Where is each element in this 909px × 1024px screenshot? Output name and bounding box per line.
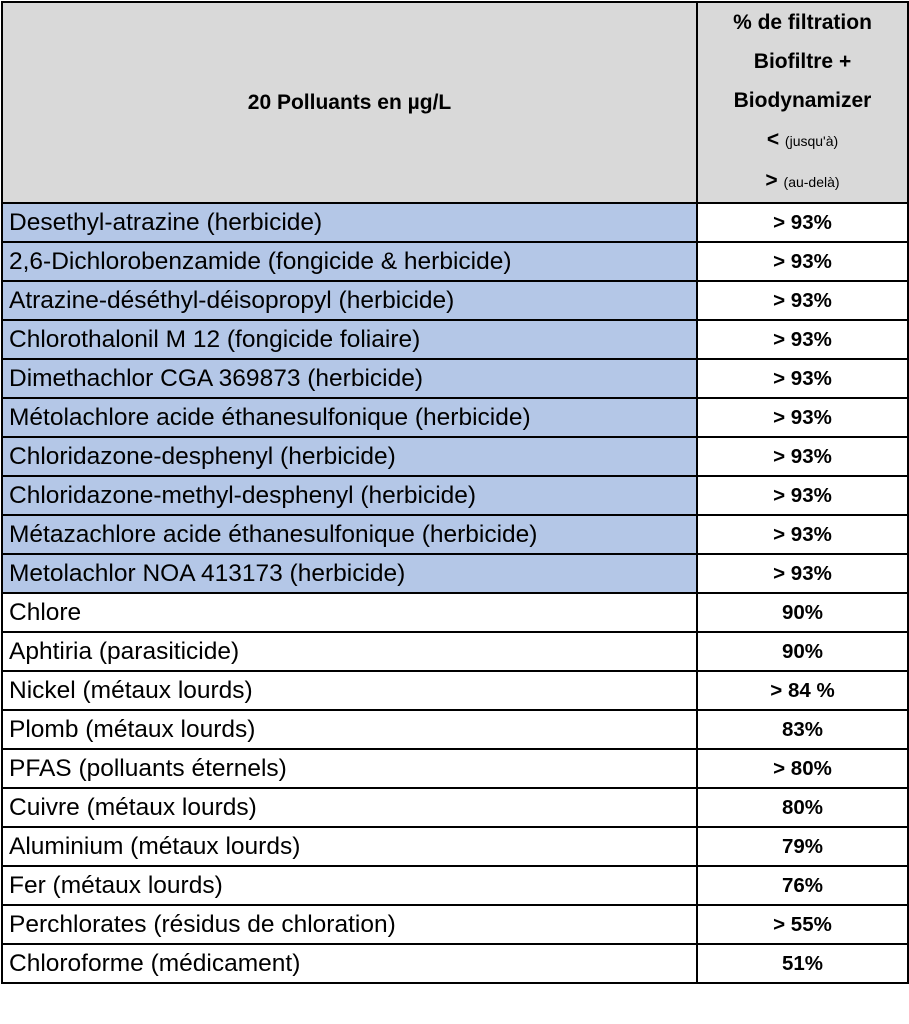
table-row — [2, 554, 908, 593]
filtration-value: > 93% — [697, 398, 908, 437]
filtration-value: > 93% — [697, 437, 908, 476]
table-row — [2, 827, 908, 866]
table-row — [2, 515, 908, 554]
table-row — [2, 281, 908, 320]
table-row — [2, 320, 908, 359]
table-row — [2, 749, 908, 788]
filtration-value: 76% — [697, 866, 908, 905]
table-row — [2, 242, 908, 281]
pollutant-name: Dimethachlor CGA 369873 (herbicide) — [2, 359, 697, 398]
gt-note: (au-delà) — [783, 174, 840, 190]
pollutant-name: Chlorothalonil M 12 (fongicide foliaire) — [2, 320, 697, 359]
table-row — [2, 905, 908, 944]
lt-note: (jusqu'à) — [784, 133, 839, 149]
table-row — [2, 476, 908, 515]
filtration-value: 90% — [697, 593, 908, 632]
pollutant-name: Desethyl-atrazine (herbicide) — [2, 203, 697, 242]
pollutant-name: Atrazine-déséthyl-déisopropyl (herbicide) — [2, 281, 697, 320]
table-row — [2, 398, 908, 437]
filtration-value: > 93% — [697, 476, 908, 515]
filtration-value: > 93% — [697, 554, 908, 593]
filtration-value: 80% — [697, 788, 908, 827]
header-lt-legend — [698, 120, 907, 161]
filtration-value: > 93% — [697, 242, 908, 281]
filtration-value: 51% — [697, 944, 908, 983]
table-row — [2, 593, 908, 632]
gt-symbol: > — [765, 169, 778, 192]
pollutant-name: Aluminium (métaux lourds) — [2, 827, 697, 866]
pollutant-name: Cuivre (métaux lourds) — [2, 788, 697, 827]
table-row — [2, 359, 908, 398]
header-filtration-line1: % de filtration — [733, 11, 872, 34]
table-row — [2, 944, 908, 983]
pollutant-name: Métazachlore acide éthanesulfonique (herbicide) — [2, 515, 697, 554]
pollutants-table — [1, 1, 909, 984]
lt-symbol: < — [766, 128, 780, 151]
filtration-value: > 93% — [697, 515, 908, 554]
table-row — [2, 437, 908, 476]
pollutant-name: 2,6-Dichlorobenzamide (fongicide & herbicide) — [2, 242, 697, 281]
table-row — [2, 788, 908, 827]
filtration-value: > 93% — [697, 203, 908, 242]
pollutant-name: Métolachlore acide éthanesulfonique (herbicide) — [2, 398, 697, 437]
pollutant-name: PFAS (polluants éternels) — [2, 749, 697, 788]
pollutant-name: Chloridazone-desphenyl (herbicide) — [2, 437, 697, 476]
pollutant-name: Fer (métaux lourds) — [2, 866, 697, 905]
table-row — [2, 632, 908, 671]
filtration-value: 79% — [697, 827, 908, 866]
header-filtration-line3: Biodynamizer — [733, 89, 872, 112]
header-gt-legend — [698, 161, 907, 202]
filtration-value: > 93% — [697, 320, 908, 359]
filtration-value: > 84 % — [697, 671, 908, 710]
pollutant-name: Chlore — [2, 593, 697, 632]
table-row — [2, 866, 908, 905]
table-row — [2, 203, 908, 242]
pollutant-name: Chloridazone-methyl-desphenyl (herbicide) — [2, 476, 697, 515]
filtration-value: > 80% — [697, 749, 908, 788]
pollutant-name: Perchlorates (résidus de chloration) — [2, 905, 697, 944]
table-row — [2, 671, 908, 710]
filtration-value: 90% — [697, 632, 908, 671]
table-header-row — [2, 2, 908, 203]
filtration-value: > 93% — [697, 281, 908, 320]
table-row — [2, 710, 908, 749]
filtration-value: > 55% — [697, 905, 908, 944]
pollutant-name: Plomb (métaux lourds) — [2, 710, 697, 749]
pollutant-name: Nickel (métaux lourds) — [2, 671, 697, 710]
pollutant-name: Metolachlor NOA 413173 (herbicide) — [2, 554, 697, 593]
filtration-value: 83% — [697, 710, 908, 749]
pollutant-name: Aphtiria (parasiticide) — [2, 632, 697, 671]
header-pollutants: 20 Polluants en µg/L — [2, 2, 697, 203]
pollutant-name: Chloroforme (médicament) — [2, 944, 697, 983]
header-filtration — [697, 2, 908, 203]
header-filtration-line2: Biofiltre + — [753, 50, 852, 73]
filtration-value: > 93% — [697, 359, 908, 398]
